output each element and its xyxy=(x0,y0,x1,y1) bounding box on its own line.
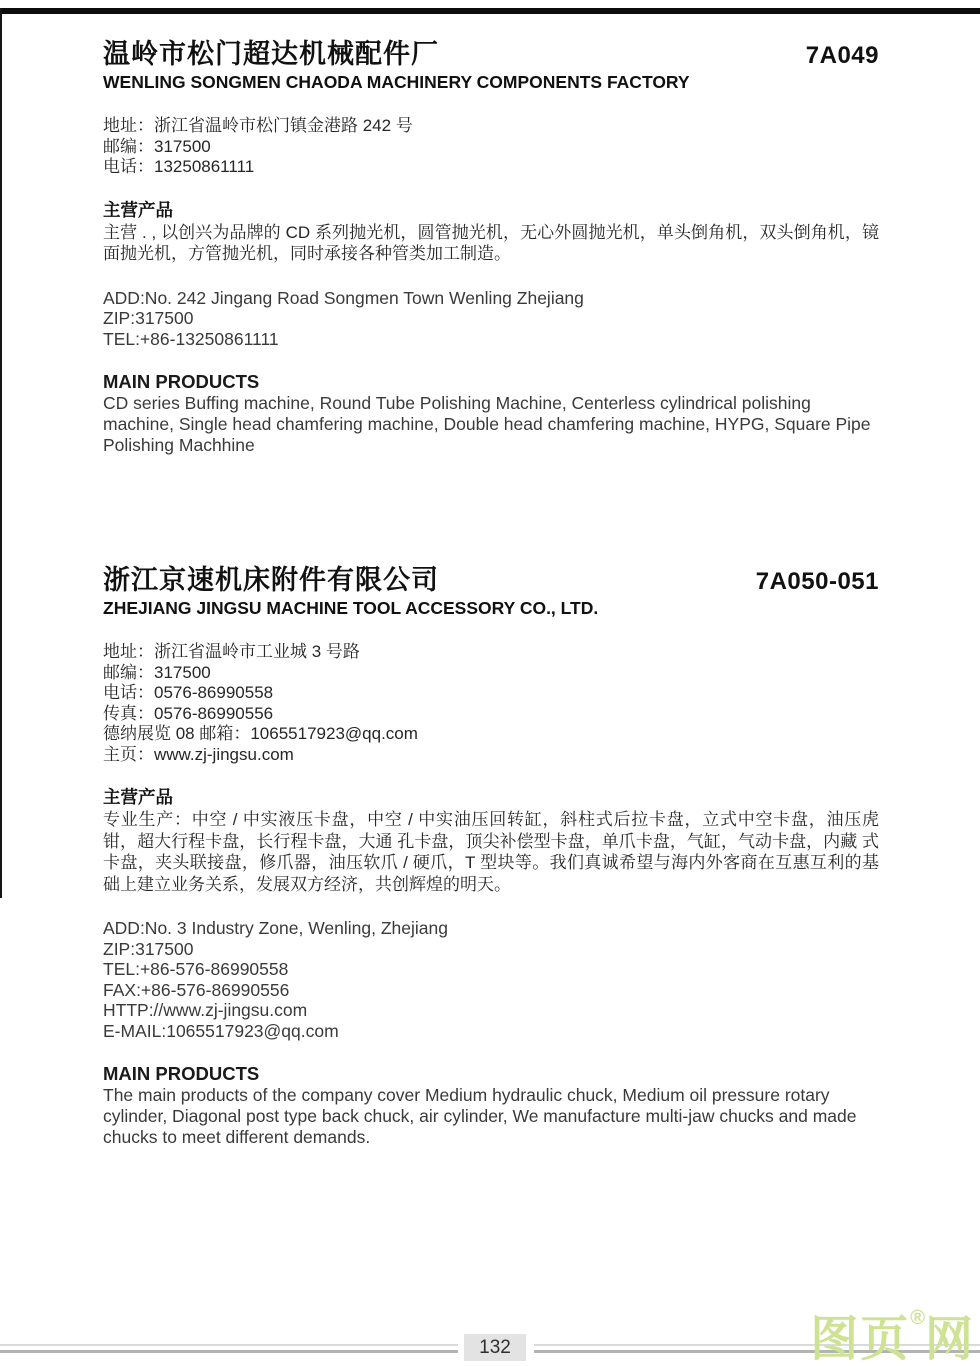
main-products-heading-cn: 主营产品 xyxy=(103,199,173,220)
main-products-text-cn: 主营 . , 以创兴为品牌的 CD 系列抛光机，圆管抛光机，无心外圆抛光机，单头倒角机，双头倒角机，镜面抛光机，方管抛光机，同时承接各种管类加工制造。 xyxy=(103,222,879,263)
company-name-cn: 温岭市松门超达机械配件厂 xyxy=(103,39,439,69)
address-line-en: ADD:No. 242 Jingang Road Songmen Town Wenling Zhejiang xyxy=(103,287,584,308)
main-products-text-cn: 专业生产：中空 / 中实液压卡盘，中空 / 中实油压回转缸，斜柱式后拉卡盘，立式中空卡盘，油压虎钳，超大行程卡盘，长行程卡盘，大通 孔卡盘，顶尖补偿型卡盘，单爪卡盘，气缸，气动卡盘，内藏 式卡盘，夹头联接盘，修爪器，油压软爪 / 硬爪，T 型块等。我们真诚希望与海内外客商在互惠互利的基础上建立业务关系，发展双方经济，共创辉煌的明天。 xyxy=(103,810,879,894)
booth-code: 7A050-051 xyxy=(755,568,879,595)
contact-block-cn xyxy=(103,642,879,765)
company-title-row xyxy=(103,38,879,70)
watermark-text2: 网 xyxy=(924,1313,975,1366)
main-products-text-en: CD series Buffing machine, Round Tube Polishing Machine, Centerless cylindrical polishing machine, Single head chamfering machine, Double head chamfering machine, HYPG, Square Pipe Polishing Machhine xyxy=(103,393,871,455)
main-products-heading-en: MAIN PRODUCTS xyxy=(103,1063,260,1084)
watermark-text: 图页 xyxy=(810,1313,911,1366)
zip-line-cn: 邮编：317500 xyxy=(103,136,211,156)
main-products-heading-en: MAIN PRODUCTS xyxy=(103,371,260,392)
zip-line-en: ZIP:317500 xyxy=(103,938,194,959)
address-line-cn: 地址：浙江省温岭市松门镇金港路 242 号 xyxy=(103,116,413,135)
tel-line-cn: 电话：13250861111 xyxy=(103,157,255,176)
main-products-heading-cn: 主营产品 xyxy=(103,787,173,807)
company-name-en: ZHEJIANG JINGSU MACHINE TOOL ACCESSORY CO., LTD. xyxy=(103,598,599,618)
company-listing-2 xyxy=(103,564,879,1148)
booth-code: 7A049 xyxy=(805,42,879,69)
contact-block-en xyxy=(103,288,879,350)
email-line-cn: 德纳展览 08 邮箱：1065517923@qq.com xyxy=(103,724,418,743)
registered-trademark-icon: ® xyxy=(910,1307,925,1329)
left-border-line xyxy=(0,8,2,898)
footer-rule-left xyxy=(0,1344,458,1353)
tel-line-en: TEL:+86-13250861111 xyxy=(103,328,279,349)
tel-line-cn: 电话：0576-86990558 xyxy=(103,683,274,702)
email-line-en: E-MAIL:1065517923@qq.com xyxy=(103,1020,339,1041)
company-title-row xyxy=(103,564,879,596)
address-line-en: ADD:No. 3 Industry Zone, Wenling, Zhejiang xyxy=(103,918,448,938)
contact-block-en xyxy=(103,918,879,1041)
company-name-en: WENLING SONGMEN CHAODA MACHINERY COMPONENTS FACTORY xyxy=(103,72,690,92)
fax-line-en: FAX:+86-576-86990556 xyxy=(103,979,290,1000)
address-line-cn: 地址：浙江省温岭市工业城 3 号路 xyxy=(103,642,360,661)
company-listing-1 xyxy=(103,38,879,456)
http-line-en: HTTP://www.zj-jingsu.com xyxy=(103,1000,308,1020)
tel-line-en: TEL:+86-576-86990558 xyxy=(103,959,289,979)
zip-line-en: ZIP:317500 xyxy=(103,308,194,328)
page-number: 132 xyxy=(464,1334,526,1361)
top-border-bar xyxy=(0,8,980,14)
main-products-text-en: The main products of the company cover Medium hydraulic chuck, Medium oil pressure rotary cylinder, Diagonal post type back chuck, air cylinder, We manufacture multi-jaw chucks and made chucks to meet different demands. xyxy=(103,1085,857,1147)
contact-block-cn xyxy=(103,116,879,178)
company-name-cn: 浙江京速机床附件有限公司 xyxy=(103,565,439,595)
homepage-line-cn: 主页：www.zj-jingsu.com xyxy=(103,744,294,764)
fax-line-cn: 传真：0576-86990556 xyxy=(103,703,274,723)
zip-line-cn: 邮编：317500 xyxy=(103,662,211,682)
tuyewang-watermark-logo xyxy=(810,1306,975,1366)
